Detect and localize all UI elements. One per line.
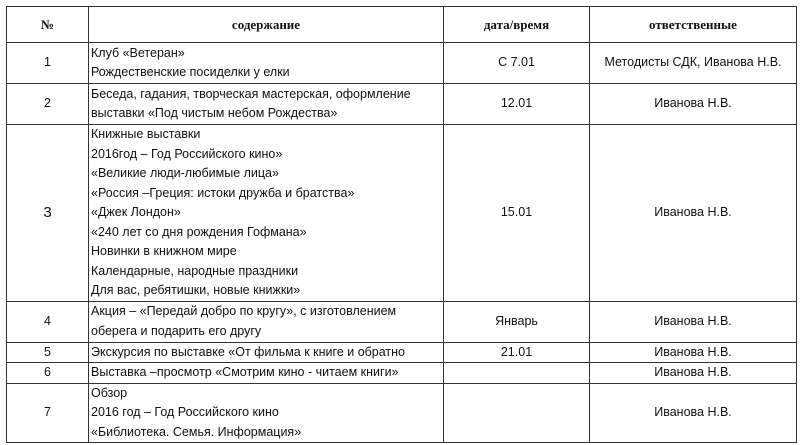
- row-date: 12.01: [444, 84, 590, 125]
- row-number: 7: [7, 383, 89, 443]
- row-responsible: Методисты СДК, Иванова Н.В.: [590, 43, 797, 84]
- row-content: [89, 342, 444, 363]
- content-line: Новинки в книжном мире: [91, 244, 237, 258]
- header-num: №: [7, 7, 89, 43]
- table-row: [7, 363, 797, 384]
- row-content: [89, 84, 444, 125]
- row-date: 21.01: [444, 342, 590, 363]
- row-date: 15.01: [444, 125, 590, 302]
- table-row: [7, 342, 797, 363]
- content-line: 2016год – Год Российского кино»: [91, 146, 283, 161]
- row-content: [89, 43, 444, 84]
- row-number: 1: [7, 43, 89, 84]
- row-date: Январь: [444, 301, 590, 342]
- content-line: Для вас, ребятишки, новые книжки»: [91, 283, 301, 297]
- row-number: 3: [7, 125, 89, 302]
- content-line: Экскурсия по выставке «От фильма к книге и обратно: [91, 344, 406, 359]
- row-number: 6: [7, 363, 89, 384]
- content-line: Беседа, гадания, творческая мастерская, оформление: [91, 86, 411, 101]
- row-content: [89, 125, 444, 302]
- content-line: Клуб «Ветеран»: [91, 45, 185, 60]
- content-line: 2016 год – Год Российского кино: [91, 405, 279, 419]
- header-date: дата/время: [444, 7, 590, 43]
- header-responsible: ответственные: [590, 7, 797, 43]
- content-line: Книжные выставки: [91, 127, 201, 141]
- row-number: 5: [7, 342, 89, 363]
- table-row: [7, 84, 797, 125]
- row-number: 4: [7, 301, 89, 342]
- row-date: [444, 383, 590, 443]
- row-number: 2: [7, 84, 89, 125]
- row-content: [89, 363, 444, 384]
- content-line: Обзор: [91, 385, 128, 400]
- row-content: [89, 301, 444, 342]
- row-responsible: Иванова Н.В.: [590, 84, 797, 125]
- table-row: [7, 125, 797, 302]
- row-date: С 7.01: [444, 43, 590, 84]
- table-row: [7, 43, 797, 84]
- content-line: «Джек Лондон»: [91, 205, 181, 219]
- content-line: оберега и подарить его другу: [91, 323, 262, 338]
- content-line: Акция – «Передай добро по кругу», с изготовлением: [91, 304, 397, 318]
- content-line: «240 лет со дня рождения Гофмана»: [91, 224, 307, 239]
- header-content: содержание: [89, 7, 444, 43]
- row-responsible: Иванова Н.В.: [590, 342, 797, 363]
- content-line: «Великие люди-любимые лица»: [91, 166, 279, 180]
- row-responsible: Иванова Н.В.: [590, 125, 797, 302]
- row-date: [444, 363, 590, 384]
- row-responsible: Иванова Н.В.: [590, 301, 797, 342]
- content-line: Рождественские посиделки у елки: [91, 65, 290, 79]
- events-table: [6, 6, 797, 443]
- content-line: «Библиотека. Семья. Информация»: [91, 424, 302, 439]
- header-row: [7, 7, 797, 43]
- content-line: выставки «Под чистым небом Рождества»: [91, 106, 338, 120]
- table-row: [7, 383, 797, 443]
- content-line: Календарные, народные праздники: [91, 263, 299, 278]
- content-line: Выставка –просмотр «Смотрим кино - читаем книги»: [91, 365, 399, 379]
- row-responsible: Иванова Н.В.: [590, 383, 797, 443]
- row-responsible: Иванова Н.В.: [590, 363, 797, 384]
- row-content: [89, 383, 444, 443]
- table-row: [7, 301, 797, 342]
- content-line: «Россия –Греция: истоки дружба и братства»: [91, 185, 355, 200]
